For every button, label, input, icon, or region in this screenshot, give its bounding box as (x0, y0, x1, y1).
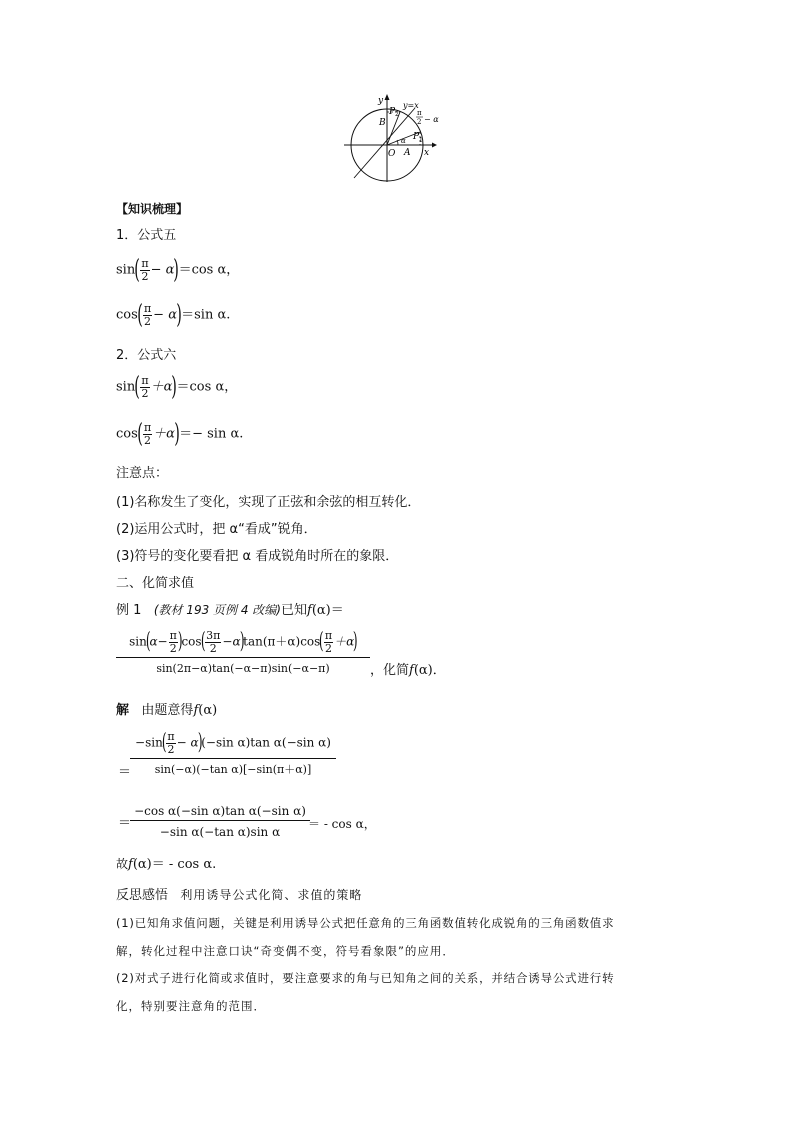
example-fraction (116, 630, 370, 674)
eq-sign-2: ＝ (118, 816, 132, 831)
y-arrow (385, 94, 390, 100)
step1-numerator: −sin( $\frac{\pi}{2}$ − α)(−sin α)tan α(−sin α) (130, 731, 336, 759)
fn: sin (116, 379, 136, 395)
step1-denominator: sin(−α)(−tan α)[−sin(π＋α)] (154, 763, 312, 777)
label-P1: P (413, 132, 420, 142)
x-arrow (432, 143, 437, 148)
pi-over-2: $\frac{\pi}{2}$ (141, 374, 149, 400)
formula6-line2: cos( $\frac{\pi}{2}$ ＋α)＝− sin α. (116, 418, 244, 449)
example-numerator: sin(α− $\frac{\pi}{2}$ )cos( $\frac{3\pi}{2}$ −α)tan(π＋α)cos( $\frac{\pi}{2}$ ＋α) (116, 630, 370, 658)
example-denominator: sin(2π−α)tan(−α−π)sin(−α−π) (156, 662, 330, 676)
example-tail: ，化简f(α)． (370, 663, 446, 678)
rhs: ＝cos α， (178, 262, 240, 278)
rhs: ＝− sin α. (179, 426, 244, 442)
step2-denominator: −sin α(−tan α)sin α (159, 825, 281, 839)
reflection-header (116, 889, 362, 902)
notes-title: 注意点： (116, 466, 169, 481)
label-two: 2 (417, 118, 422, 126)
unit-circle-figure (340, 92, 460, 184)
label-B: B (379, 118, 386, 128)
label-y: y (378, 96, 384, 106)
pi-over-2: $\frac{\pi}{2}$ (143, 421, 152, 447)
note-2: (2)运用公式时，把 α“看成”锐角． (116, 522, 317, 537)
step2-numerator: −cos α(−sin α)tan α(−sin α) (130, 805, 310, 821)
note-1: (1)名称发生了变化，实现了正弦和余弦的相互转化． (116, 495, 421, 510)
pi-over-2: $\frac{\pi}{2}$ (143, 302, 152, 328)
fn: cos (116, 307, 138, 323)
section2-title: 二、化简求值 (116, 576, 195, 591)
fn: sin (116, 262, 136, 278)
formula5-line2: cos( $\frac{\pi}{2}$ − α)＝sin α. (116, 299, 231, 330)
formula6-title: 2．公式六 (116, 348, 177, 363)
note-3: (3)符号的变化要看把 α 看成锐角时所在的象限． (116, 549, 399, 564)
example-lead: 已知 (280, 603, 307, 618)
step2-rhs: ＝ - cos α， (308, 817, 376, 831)
label-P2-sub: 2 (395, 111, 399, 118)
formula5-line1: sin( $\frac{\pi}{2}$ − α)＝cos α， (116, 254, 240, 285)
reflection-p2-line1: (2)对式子进行化简或求值时，要注意要求的角与已知角之间的关系，并结合诱导公式进行转 (116, 971, 615, 985)
label-O: O (388, 149, 396, 159)
section-label: 【知识梳理】 (116, 202, 189, 216)
solution-step1 (130, 731, 336, 775)
example-header (116, 604, 344, 617)
label-P2: P (389, 107, 396, 117)
label-yeqx: y=x (403, 101, 419, 110)
label-pi: π (417, 109, 422, 117)
formula6-line1: sin( $\frac{\pi}{2}$ ＋α)＝cos α， (116, 371, 238, 402)
solution-header: 解 由题意得f(α) (116, 703, 218, 718)
eq-sign-1: ＝ (118, 765, 132, 780)
reflection-title: 利用诱导公式化简、求值的策略 (180, 888, 363, 902)
label-alpha: α (401, 137, 406, 145)
example-source: (教材 193 页例 4 改编) (153, 603, 281, 617)
label-minus-alpha: − α (424, 115, 439, 124)
reflection-p1-line2: 解，转化过程中注意口诀“奇变偶不变，符号看象限”的应用． (116, 944, 455, 958)
solution-label: 解 (116, 703, 130, 718)
fn-f: f (307, 603, 312, 618)
reflection-p1-line1: (1)已知角求值问题，关键是利用诱导公式把任意角的三角函数值转化成锐角的三角函数值求 (116, 916, 615, 930)
rhs: ＝cos α， (176, 379, 238, 395)
reflection-label: 反思感悟 (116, 888, 169, 903)
label-x: x (424, 148, 430, 158)
pi-over-2: $\frac{\pi}{2}$ (141, 257, 149, 283)
fn: cos (116, 426, 138, 442)
conclusion: 故f(α)＝ - cos α. (116, 857, 217, 872)
solution-step2 (130, 805, 310, 838)
rhs: ＝sin α. (181, 307, 231, 323)
example-label: 例 1 (116, 603, 142, 618)
reflection-p2-line2: 化，特别要注意角的范围． (116, 999, 266, 1013)
formula5-title: 1．公式五 (116, 228, 177, 243)
label-P1-sub: 1 (419, 137, 423, 144)
fn-arg: (α)＝ (311, 603, 344, 618)
label-A: A (404, 148, 411, 158)
